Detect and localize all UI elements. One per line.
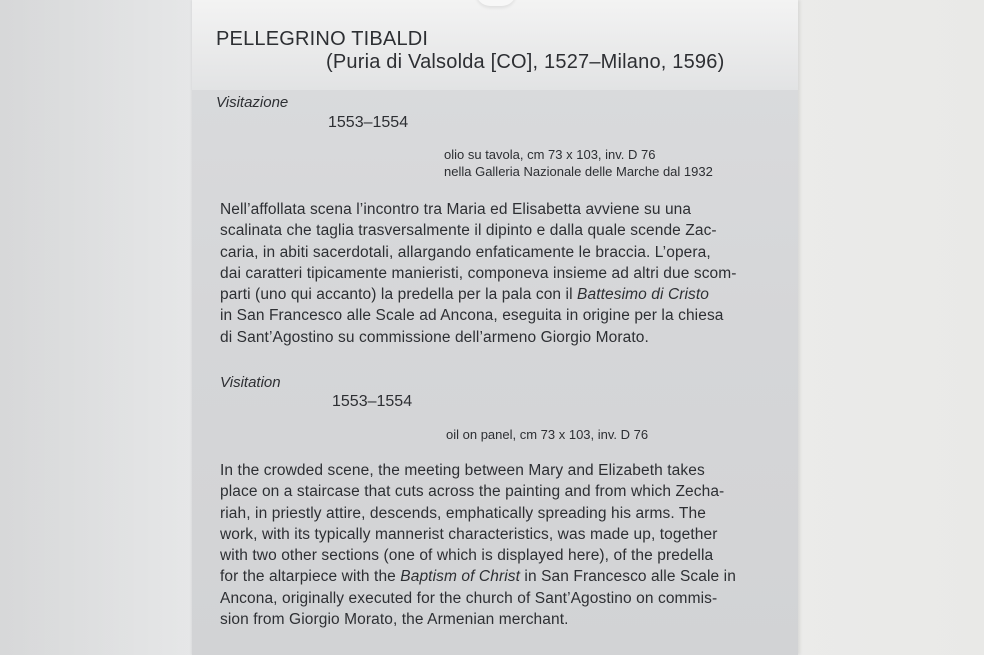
english-line-6-end: in San Francesco alle Scale in [520,568,736,586]
english-date: 1553–1554 [332,393,413,410]
english-line-7: Ancona, originally executed for the church of Sant’Agostino on commis- [220,589,718,607]
italian-line-2: scalinata che taglia trasversalmente il dipinto e dalla quale scende Zac- [220,222,717,240]
english-description [220,460,780,630]
italian-line-5 [220,284,780,305]
italian-description [220,199,780,348]
english-line-6-text: for the altarpiece with the [220,568,401,586]
italian-artwork-reference: Battesimo di Cristo [577,286,710,304]
english-line-5: with two other sections (one of which is displayed here), of the predella [220,547,714,565]
english-line-6 [220,566,780,587]
english-line-4: work, with its typically mannerist characteristics, was made up, together [220,525,718,543]
museum-label-panel [192,0,798,655]
artist-name: PELLEGRINO TIBALDI [216,28,429,50]
artist-origin: (Puria di Valsolda [CO], 1527–Milano, 1596) [326,51,725,73]
italian-line-1: Nell’affollata scena l’incontro tra Maria ed Elisabetta avviene su una [220,201,692,218]
english-line-1: In the crowded scene, the meeting between Mary and Elizabeth takes [220,462,705,479]
english-line-8: sion from Giorgio Morato, the Armenian merchant. [220,611,569,629]
italian-line-4: dai caratteri tipicamente manieristi, componeva insieme ad altri due scom- [220,264,737,282]
italian-line-3: caria, in abiti sacerdotali, allargando enfaticamente le braccia. L’opera, [220,243,711,261]
italian-date: 1553–1554 [328,114,409,131]
italian-line-6: in San Francesco alle Scale ad Ancona, eseguita in origine per la chiesa [220,307,724,325]
english-line-2: place on a staircase that cuts across the painting and from which Zecha- [220,483,725,501]
english-title: Visitation [220,374,281,391]
english-artwork-reference: Baptism of Christ [400,568,521,586]
english-line-3: riah, in priestly attire, descends, emphatically spreading his arms. The [220,504,706,522]
italian-medium: olio su tavola, cm 73 x 103, inv. D 76 [444,147,656,162]
italian-line-7: di Sant’Agostino su commissione dell’armeno Giorgio Morato. [220,328,649,346]
wall [0,0,200,655]
italian-title: Visitazione [216,94,289,111]
italian-collection: nella Galleria Nazionale delle Marche dal 1932 [444,164,713,179]
english-medium: oil on panel, cm 73 x 103, inv. D 76 [446,427,649,442]
italian-line-5-text: parti (uno qui accanto) la predella per la pala con il [220,286,578,304]
